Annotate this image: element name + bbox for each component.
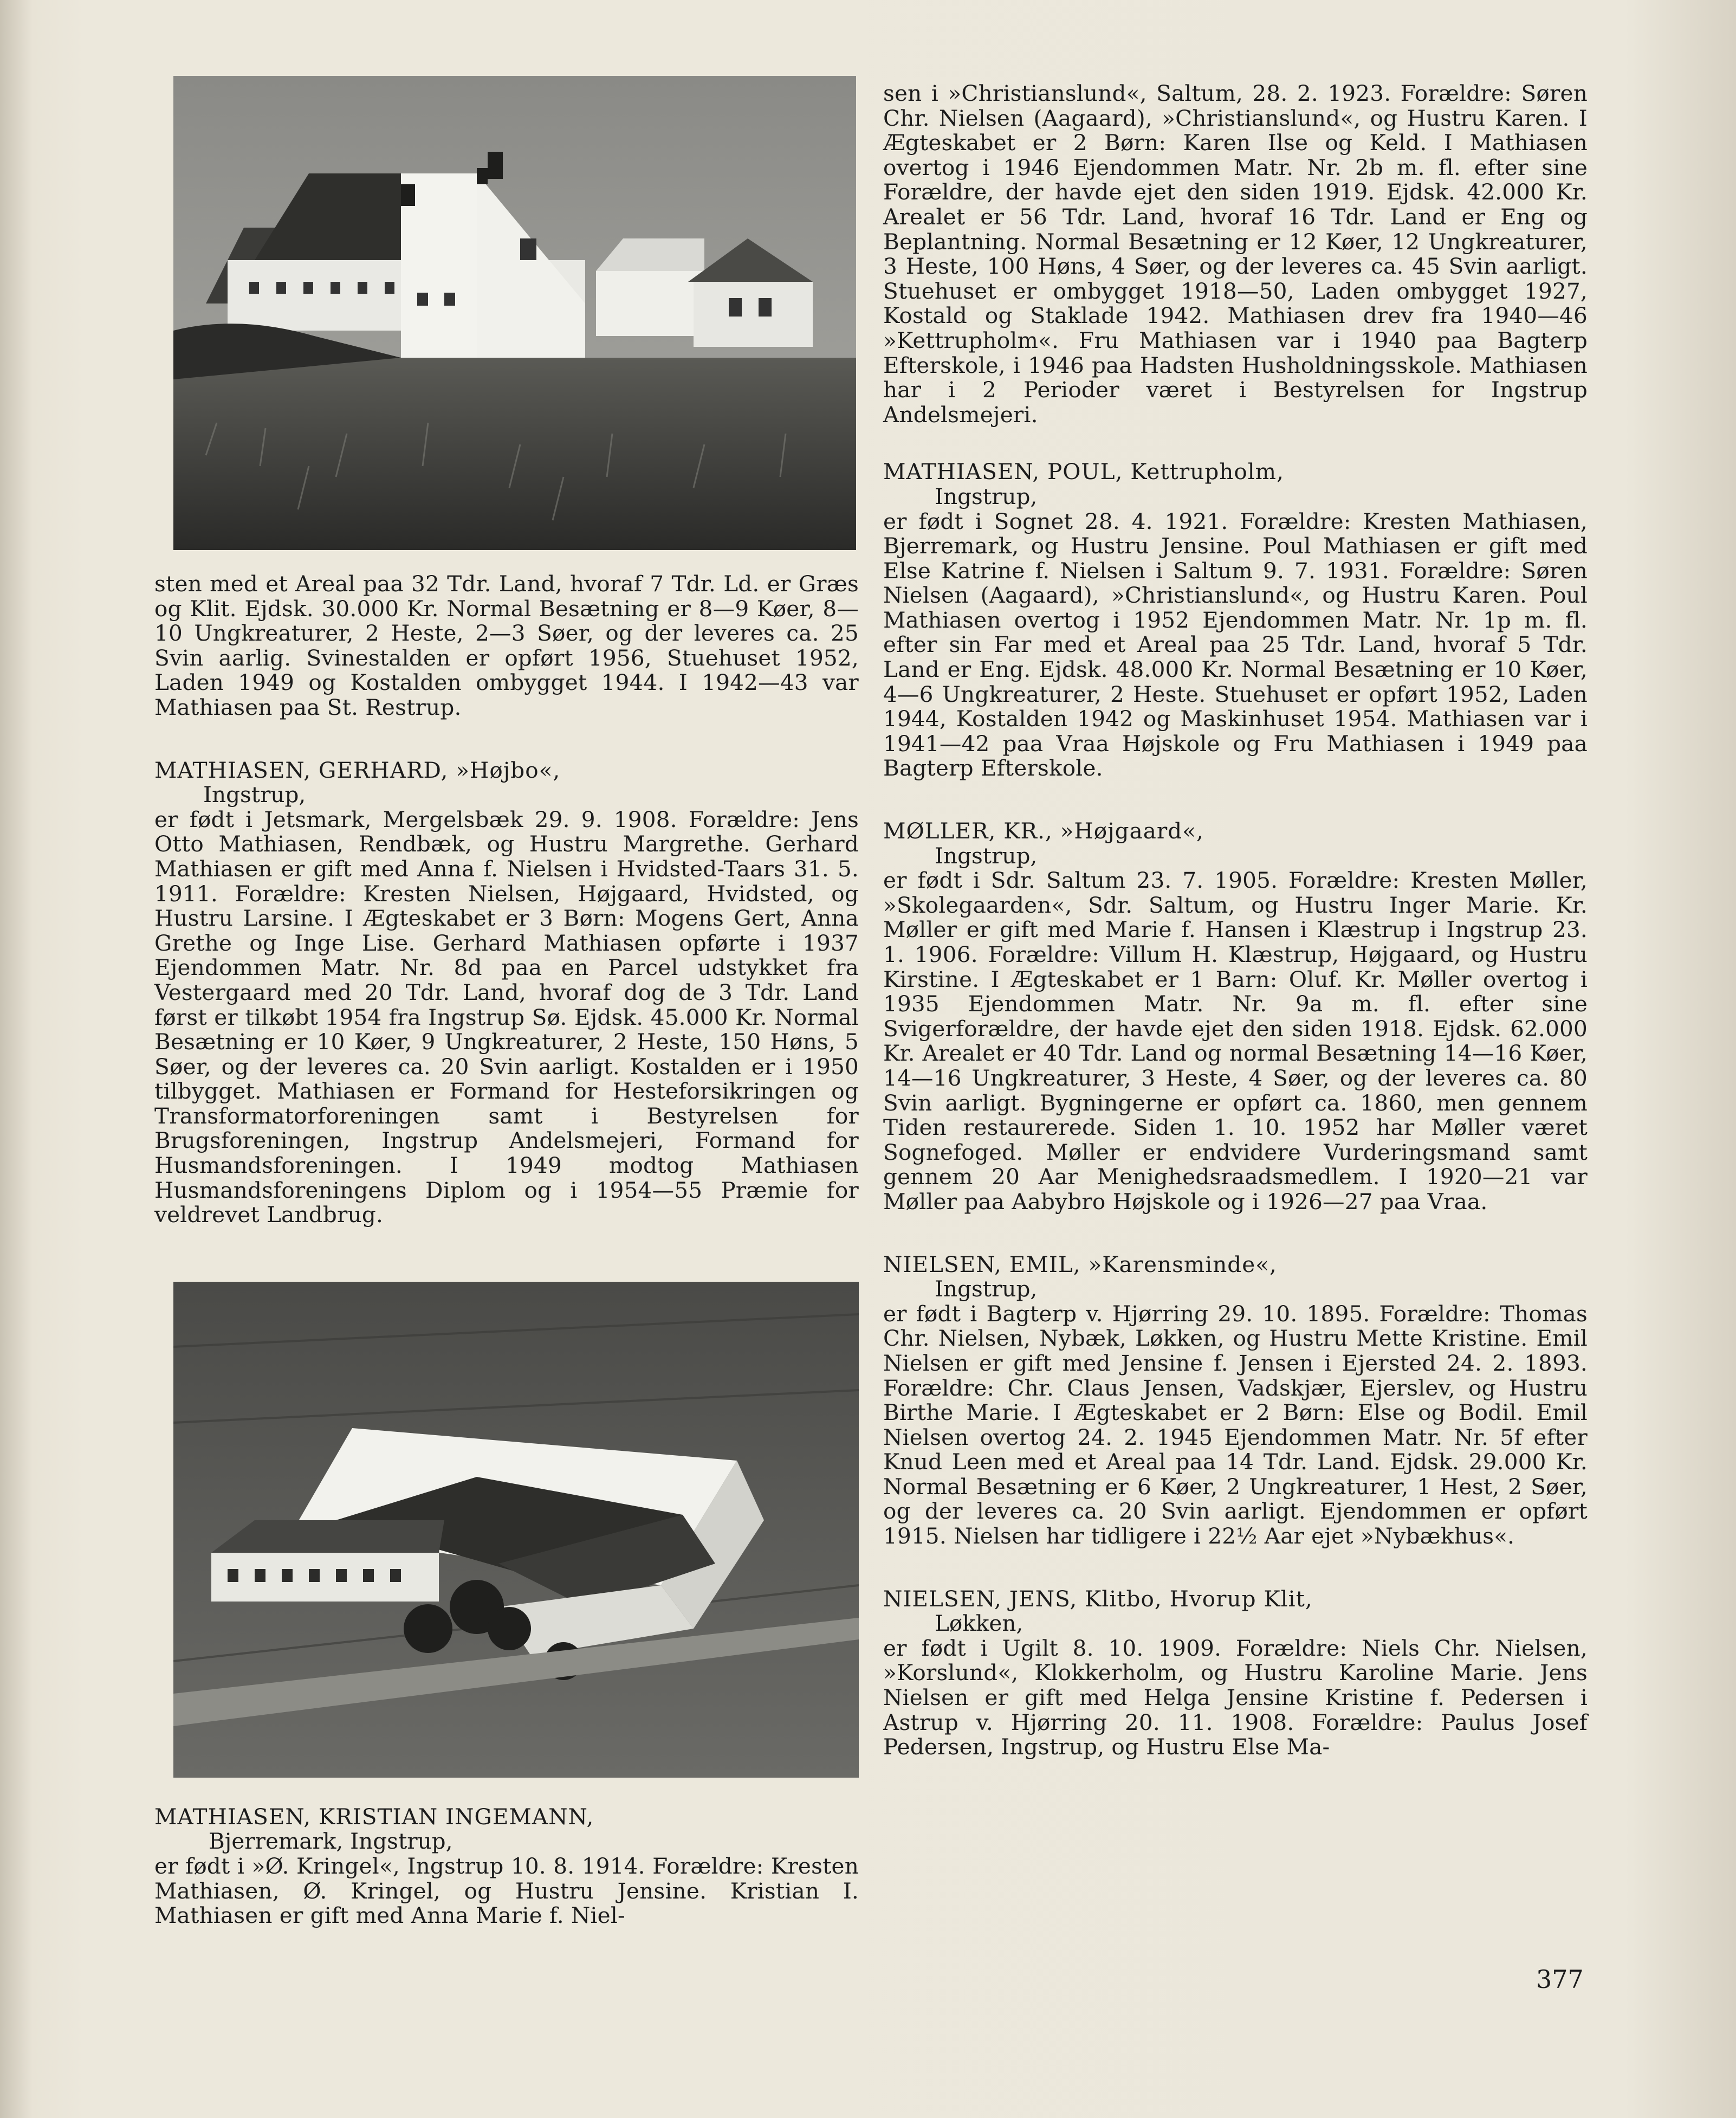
entry-moller-kr <box>883 819 1588 1215</box>
entry-mathiasen-gerhard <box>154 758 859 1228</box>
entry-nielsen-jens <box>883 1587 1588 1760</box>
page-number: 377 <box>1536 1965 1584 1994</box>
continuation-text-left: sten med et Areal paa 32 Tdr. Land, hvoraf 7 Tdr. Ld. er Græs og Klit. Ejdsk. 30.000 Kr. Normal Besætning er 8—9 Køer, 8—10 Ungkreaturer, 2 Heste, 2—3 Søer, og der leveres ca. 25 Svin aarlig. Svinestalden er opført 1956, Stuehuset 1952, Laden 1949 og Kostalden ombygget 1944. I 1942—43 var Mathiasen paa St. Restrup. <box>154 571 859 720</box>
entry-text: er født i Sdr. Saltum 23. 7. 1905. Forældre: Kresten Møller, »Skolegaarden«, Sdr. Saltum, og Hustru Inger Marie. Kr. Møller er gift med Marie f. Hansen i Klæstrup i Ingstrup 23. 1. 1906. Forældre: Villum H. Klæstrup, Højgaard, og Hustru Kirstine. I Ægteskabet er 1 Barn: Oluf. Kr. Møller overtog i 1935 Ejendommen Matr. Nr. 9a m. fl. efter sine Svigerforældre, der havde ejet den siden 1918. Ejdsk. 62.000 Kr. Arealet er 40 Tdr. Land og normal Besætning 14—16 Køer, 14—16 Ungkreaturer, 3 Heste, 4 Søer, og der leveres ca. 80 Svin aarligt. Bygningerne er opført ca. 1860, men gennem Tiden restaurerede. Siden 1. 10. 1952 har Møller været Sognefoged. Møller er endvidere Vurderingsmand samt gennem 20 Aar Menighedsraadsmedlem. I 1920—21 var Møller paa Aabybro Højskole og i 1926—27 paa Vraa. <box>883 867 1588 1215</box>
entry-place: Ingstrup, <box>935 1276 1038 1302</box>
entry-name: MATHIASEN, KRISTIAN INGEMANN, <box>154 1803 594 1830</box>
entry-name: MATHIASEN, POUL, Kettrupholm, <box>883 459 1284 485</box>
entry-place: Ingstrup, <box>203 782 306 808</box>
entry-nielsen-emil <box>883 1252 1588 1549</box>
entry-name: MATHIASEN, GERHARD, »Højbo«, <box>154 757 561 783</box>
entry-mathiasen-poul <box>883 460 1588 781</box>
aerial-farm-photo <box>173 1282 859 1778</box>
entry-name: NIELSEN, JENS, Klitbo, Hvorup Klit, <box>883 1585 1313 1612</box>
entry-text: er født i Bagterp v. Hjørring 29. 10. 1895. Forældre: Thomas Chr. Nielsen, Nybæk, Løkken, og Hustru Mette Kristine. Emil Nielsen er gift med Jensine f. Jensen i Ejersted 24. 2. 1893. Forældre: Chr. Claus Jensen, Vadskjær, Ejerslev, og Hustru Birthe Marie. I Ægteskabet er 2 Børn: Else og Bodil. Emil Nielsen overtog 24. 2. 1945 Ejendommen Matr. Nr. 5f efter Knud Leen med et Areal paa 14 Tdr. Land. Ejdsk. 29.000 Kr. Normal Besætning er 6 Køer, 2 Ungkreaturer, 1 Hest, 2 Søer, og der leveres ca. 20 Svin aarligt. Ejendommen er opført 1915. Nielsen har tidligere i 22½ Aar ejet »Nybækhus«. <box>883 1300 1588 1549</box>
entry-place: Bjerremark, Ingstrup, <box>209 1828 453 1855</box>
entry-place: Ingstrup, <box>935 483 1038 509</box>
entry-text: er født i Jetsmark, Mergelsbæk 29. 9. 1908. Forældre: Jens Otto Mathiasen, Rendbæk, og Hustru Margrethe. Gerhard Mathiasen er gift med Anna f. Nielsen i Hvidsted-Taars 31. 5. 1911. Forældre: Kresten Nielsen, Højgaard, Hvidsted, og Hustru Larsine. I Ægteskabet er 3 Børn: Mogens Gert, Anna Grethe og Inge Lise. Gerhard Mathiasen opførte i 1937 Ejendommen Matr. Nr. 8d paa en Parcel udstykket fra Vestergaard med 20 Tdr. Land, hvoraf dog de 3 Tdr. Land først er tilkøbt 1954 fra Ingstrup Sø. Ejdsk. 45.000 Kr. Normal Besætning er 10 Køer, 9 Ungkreaturer, 2 Heste, 150 Høns, 5 Søer, og der leveres ca. 20 Svin aarligt. Kostalden er i 1950 tilbygget. Mathiasen er Formand for Hesteforsikringen og Transformatorforeningen samt i Bestyrelsen for Brugsforeningen, Ingstrup Andelsmejeri, Formand for Husmandsforeningen. I 1949 modtog Mathiasen Husmandsforeningens Diplom og i 1954—55 Præmie for veldrevet Landbrug. <box>154 806 859 1228</box>
left-column <box>154 76 859 1928</box>
entry-name: NIELSEN, EMIL, »Karensminde«, <box>883 1251 1277 1277</box>
farmhouse-photo <box>173 76 856 550</box>
continuation-text-right: sen i »Christianslund«, Saltum, 28. 2. 1923. Forældre: Søren Chr. Nielsen (Aagaard), »Christianslund«, og Hustru Karen. I Ægteskabet er 2 Børn: Karen Ilse og Keld. I Mathiasen overtog i 1946 Ejendommen Matr. Nr. 2b m. fl. efter sine Forældre, der havde ejet den siden 1919. Ejdsk. 42.000 Kr. Arealet er 56 Tdr. Land, hvoraf 16 Tdr. Land er Eng og Beplantning. Normal Besætning er 12 Køer, 12 Ungkreaturer, 3 Heste, 100 Høns, 4 Søer, og der leveres ca. 45 Svin aarligt. Stuehuset er ombygget 1918—50, Laden ombygget 1927, Kostald og Staklade 1942. Mathiasen drev fra 1940—46 »Kettrupholm«. Fru Mathiasen var i 1940 paa Bagterp Efterskole, i 1946 paa Hadsten Husholdningsskole. Mathiasen har i 2 Perioder været i Bestyrelsen for Ingstrup Andelsmejeri. <box>883 80 1588 428</box>
aerial-farm-illustration <box>173 1282 859 1778</box>
entry-text: er født i Sognet 28. 4. 1921. Forældre: Kresten Mathiasen, Bjerremark, og Hustru Jensine. Poul Mathiasen er gift med Else Katrine f. Nielsen i Saltum 9. 7. 1931. Forældre: Søren Nielsen (Aagaard), »Christianslund«, og Hustru Karen. Poul Mathiasen overtog i 1952 Ejendommen Matr. Nr. 1p m. fl. efter sin Far med et Areal paa 25 Tdr. Land, hvoraf 5 Tdr. Land er Eng. Ejdsk. 48.000 Kr. Normal Besætning er 10 Køer, 4—6 Ungkreaturer, 2 Heste. Stuehuset er opført 1952, Laden 1944, Kostalden 1942 og Maskinhuset 1954. Mathiasen var i 1941—42 paa Vraa Højskole og Fru Mathiasen i 1949 paa Bagterp Efterskole. <box>883 508 1588 782</box>
entry-mathiasen-kristian <box>154 1805 859 1928</box>
entry-text: er født i Ugilt 8. 10. 1909. Forældre: Niels Chr. Nielsen, »Korslund«, Klokkerholm, og Hustru Karoline Marie. Jens Nielsen er gift med Helga Jensine Kristine f. Pedersen i Astrup v. Hjørring 20. 11. 1908. Forældre: Paulus Josef Pedersen, Ingstrup, og Hustru Else Ma- <box>883 1635 1588 1760</box>
entry-place: Løkken, <box>935 1610 1024 1637</box>
entry-name: MØLLER, KR., »Højgaard«, <box>883 818 1204 844</box>
farmhouse-illustration <box>173 76 856 550</box>
entry-text: er født i »Ø. Kringel«, Ingstrup 10. 8. 1914. Forældre: Kresten Mathiasen, Ø. Kringel, og Hustru Jensine. Kristian I. Mathiasen er gift med Anna Marie f. Niel- <box>154 1853 859 1929</box>
entry-place: Ingstrup, <box>935 842 1038 869</box>
right-column <box>883 81 1588 1760</box>
